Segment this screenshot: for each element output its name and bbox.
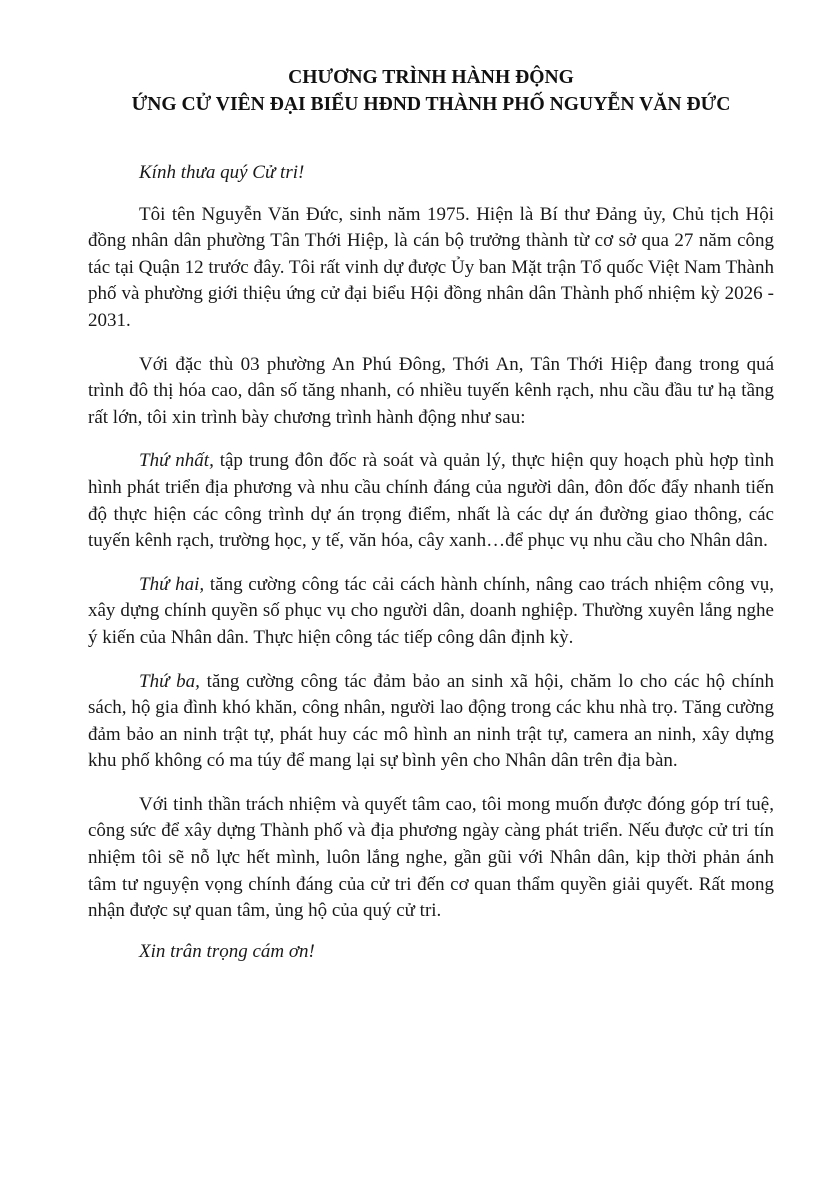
- point-1-text: tập trung đôn đốc rà soát và quản lý, thực hiện quy hoạch phù hợp tình hình phát triển địa phương và nhu cầu chính đáng của người dân, đôn đốc đẩy nhanh tiến độ thực hiện các công trình dự án trọng điểm, nhất là các dự án đường giao thông, các tuyến kênh rạch, trường học, y tế, văn hóa, cây xanh…để phục vụ nhu cầu cho Nhân dân.: [88, 450, 774, 552]
- title-line-2: ỨNG CỬ VIÊN ĐẠI BIỂU HĐND THÀNH PHỐ NGUYỄN VĂN ĐỨC: [131, 94, 731, 115]
- point-3-label: Thứ ba,: [139, 670, 200, 692]
- point-3-text: tăng cường công tác đảm bảo an sinh xã hội, chăm lo cho các hộ chính sách, hộ gia đình khó khăn, công nhân, người lao động trong các khu nhà trọ. Tăng cường đảm bảo an ninh trật tự, phát huy các mô hình an ninh trật tự, camera an ninh, xây dựng khu phố không có ma túy để mang lại sự bình yên cho Nhân dân trên địa bàn.: [88, 670, 774, 772]
- salutation: Kính thưa quý Cử tri!: [139, 162, 305, 183]
- point-1-paragraph: [88, 448, 774, 554]
- point-2-paragraph: [88, 572, 774, 652]
- commitment-paragraph: Với tinh thần trách nhiệm và quyết tâm cao, tôi mong muốn được đóng góp trí tuệ, công sức để xây dựng Thành phố và địa phương ngày càng phát triển. Nếu được cử tri tín nhiệm tôi sẽ nỗ lực hết mình, luôn lắng nghe, gần gũi với Nhân dân, kịp thời phản ánh tâm tư nguyện vọng chính đáng của cử tri đến cơ quan thẩm quyền giải quyết. Rất mong nhận được sự quan tâm, ủng hộ của quý cử tri.: [88, 793, 774, 922]
- intro-paragraph: Tôi tên Nguyễn Văn Đức, sinh năm 1975. Hiện là Bí thư Đảng ủy, Chủ tịch Hội đồng nhân dân phường Tân Thới Hiệp, là cán bộ trưởng thành từ cơ sở qua 27 năm công tác tại Quận 12 trước đây. Tôi rất vinh dự được Ủy ban Mặt trận Tổ quốc Việt Nam Thành phố và phường giới thiệu ứng cử đại biểu Hội đồng nhân dân Thành phố nhiệm kỳ 2026 - 2031.: [88, 203, 774, 331]
- title-line-1: CHƯƠNG TRÌNH HÀNH ĐỘNG: [288, 67, 574, 88]
- closing-line: Xin trân trọng cám ơn!: [139, 940, 315, 962]
- point-2-text: tăng cường công tác cải cách hành chính, nâng cao trách nhiệm công vụ, xây dựng chính quyền số phục vụ cho người dân, doanh nghiệp. Thường xuyên lắng nghe ý kiến của Nhân dân. Thực hiện công tác tiếp công dân định kỳ.: [88, 573, 774, 648]
- point-3-paragraph: [88, 669, 774, 775]
- document-title: [88, 64, 774, 118]
- point-1-label: Thứ nhất,: [139, 450, 214, 472]
- context-paragraph: Với đặc thù 03 phường An Phú Đông, Thới An, Tân Thới Hiệp đang trong quá trình đô thị hóa cao, dân số tăng nhanh, có nhiều tuyến kênh rạch, nhu cầu đầu tư hạ tầng rất lớn, tôi xin trình bày chương trình hành động như sau:: [88, 353, 774, 428]
- point-2-label: Thứ hai,: [139, 573, 205, 595]
